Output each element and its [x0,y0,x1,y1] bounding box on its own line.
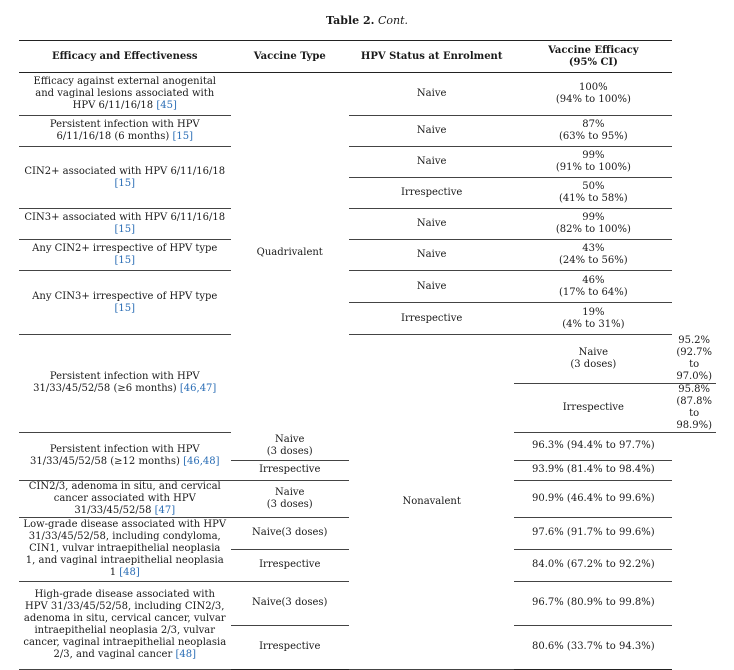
efficacy-cell: CIN3+ associated with HPV 6/11/16/18 [15] [19,209,231,240]
status-cell: Naive (3 doses) [231,480,349,517]
table-label: Table 2. [326,14,375,27]
efficacy-value-cell: 19% (4% to 31%) [514,303,672,335]
efficacy-cell: Any CIN2+ irrespective of HPV type [15] [19,240,231,271]
status-cell: Irrespective [514,383,672,432]
status-cell: Irrespective [349,303,514,335]
table-caption [0,14,734,27]
reference-link[interactable]: [15] [114,302,136,314]
efficacy-value-cell: 99% (91% to 100%) [514,147,672,178]
header-row [19,41,716,73]
efficacy-value-cell: 96.7% (80.9% to 99.8%) [514,581,672,625]
reference-link[interactable]: [47] [154,504,176,516]
reference-link[interactable]: [48] [175,649,196,660]
header-ve-line2: (95% CI) [568,56,618,68]
efficacy-value-cell: 100% (94% to 100%) [514,73,672,116]
efficacy-cell: Persistent infection with HPV 31/33/45/52/58 (≥6 months) [46,47] [19,335,231,433]
status-cell: Naive(3 doses) [231,517,349,549]
efficacy-cell: High-grade disease associated with HPV 31/33/45/52/58, including CIN2/3, adenoma in situ, cervical cancer, vulvar intraepithelial neoplasia 2/3, vulvar cancer, vaginal intraepithelial neoplasia 2/3, and vaginal cancer [48] [19,581,231,669]
status-cell: Irrespective [231,460,349,480]
efficacy-cell: Persistent infection with HPV 31/33/45/52/58 (≥12 months) [46,48] [19,432,231,480]
reference-link[interactable]: [45] [156,100,177,111]
efficacy-value-cell: 80.6% (33.7% to 94.3%) [514,625,672,669]
efficacy-value-cell: 99% (82% to 100%) [514,209,672,240]
table-row [19,147,716,178]
efficacy-cell: Efficacy against external anogenital and vaginal lesions associated with HPV 6/11/16/18 [45] [19,73,231,116]
efficacy-value-cell: 93.9% (81.4% to 98.4%) [514,460,672,480]
status-cell: Naive [349,271,514,303]
table-row [19,116,716,147]
header-efficacy: Efficacy and Effectiveness [19,41,231,73]
header-ve-line1: Vaccine Efficacy [548,44,639,56]
status-cell: Naive [349,240,514,271]
efficacy-cell: Persistent infection with HPV 6/11/16/18 (6 months) [15] [19,116,231,147]
status-cell: Naive(3 doses) [231,581,349,625]
header-vaccine-type: Vaccine Type [231,41,349,73]
efficacy-value-cell: 43% (24% to 56%) [514,240,672,271]
header-vaccine-efficacy [514,41,672,73]
efficacy-value-cell: 50% (41% to 58%) [514,178,672,209]
efficacy-value-cell: 87% (63% to 95%) [514,116,672,147]
efficacy-cell: CIN2+ associated with HPV 6/11/16/18 [15] [19,147,231,209]
efficacy-value-cell: 97.6% (91.7% to 99.6%) [514,517,672,549]
table-row [19,209,716,240]
status-cell: Irrespective [231,549,349,581]
status-cell: Naive (3 doses) [231,432,349,460]
table-row [19,73,716,116]
efficacy-value-cell: 95.8% (87.8% to 98.9%) [672,383,716,432]
efficacy-cell: Any CIN3+ irrespective of HPV type [15] [19,271,231,335]
vaccine-type-cell: Nonavalent [349,335,514,670]
efficacy-cell: CIN2/3, adenoma in situ, and cervical cancer associated with HPV 31/33/45/52/58 [47] [19,480,231,517]
reference-link[interactable]: [15] [114,255,136,266]
table-row [19,271,716,303]
efficacy-value-cell: 90.9% (46.4% to 99.6%) [514,480,672,517]
status-cell: Naive [349,116,514,147]
efficacy-value-cell: 84.0% (67.2% to 92.2%) [514,549,672,581]
efficacy-value-cell: 96.3% (94.4% to 97.7%) [514,432,672,460]
status-cell: Naive [349,209,514,240]
status-cell: Irrespective [349,178,514,209]
vaccine-type-cell: Quadrivalent [256,246,323,258]
efficacy-table [19,40,716,670]
status-cell: Naive [349,73,514,116]
table-row [19,335,716,384]
status-cell: Naive [349,147,514,178]
status-cell: Irrespective [231,625,349,669]
efficacy-value-cell: 46% (17% to 64%) [514,271,672,303]
efficacy-cell: Low-grade disease associated with HPV 31/33/45/52/58, including condyloma, CIN1, vulvar intraepithelial neoplasia 1, and vaginal intraepithelial neoplasia 1 [48] [19,517,231,581]
efficacy-value-cell: 95.2% (92.7% to 97.0%) [672,335,716,384]
reference-link[interactable]: [15] [114,177,136,189]
table-row [19,240,716,271]
reference-link[interactable]: [15] [114,224,136,235]
table-caption-suffix: Cont. [377,14,408,27]
reference-link[interactable]: [15] [172,131,193,142]
header-hpv-status: HPV Status at Enrolment [349,41,514,73]
reference-link[interactable]: [48] [119,567,140,578]
reference-link[interactable]: [46,47] [179,383,217,395]
status-cell: Naive (3 doses) [514,335,672,384]
reference-link[interactable]: [46,48] [183,456,220,467]
